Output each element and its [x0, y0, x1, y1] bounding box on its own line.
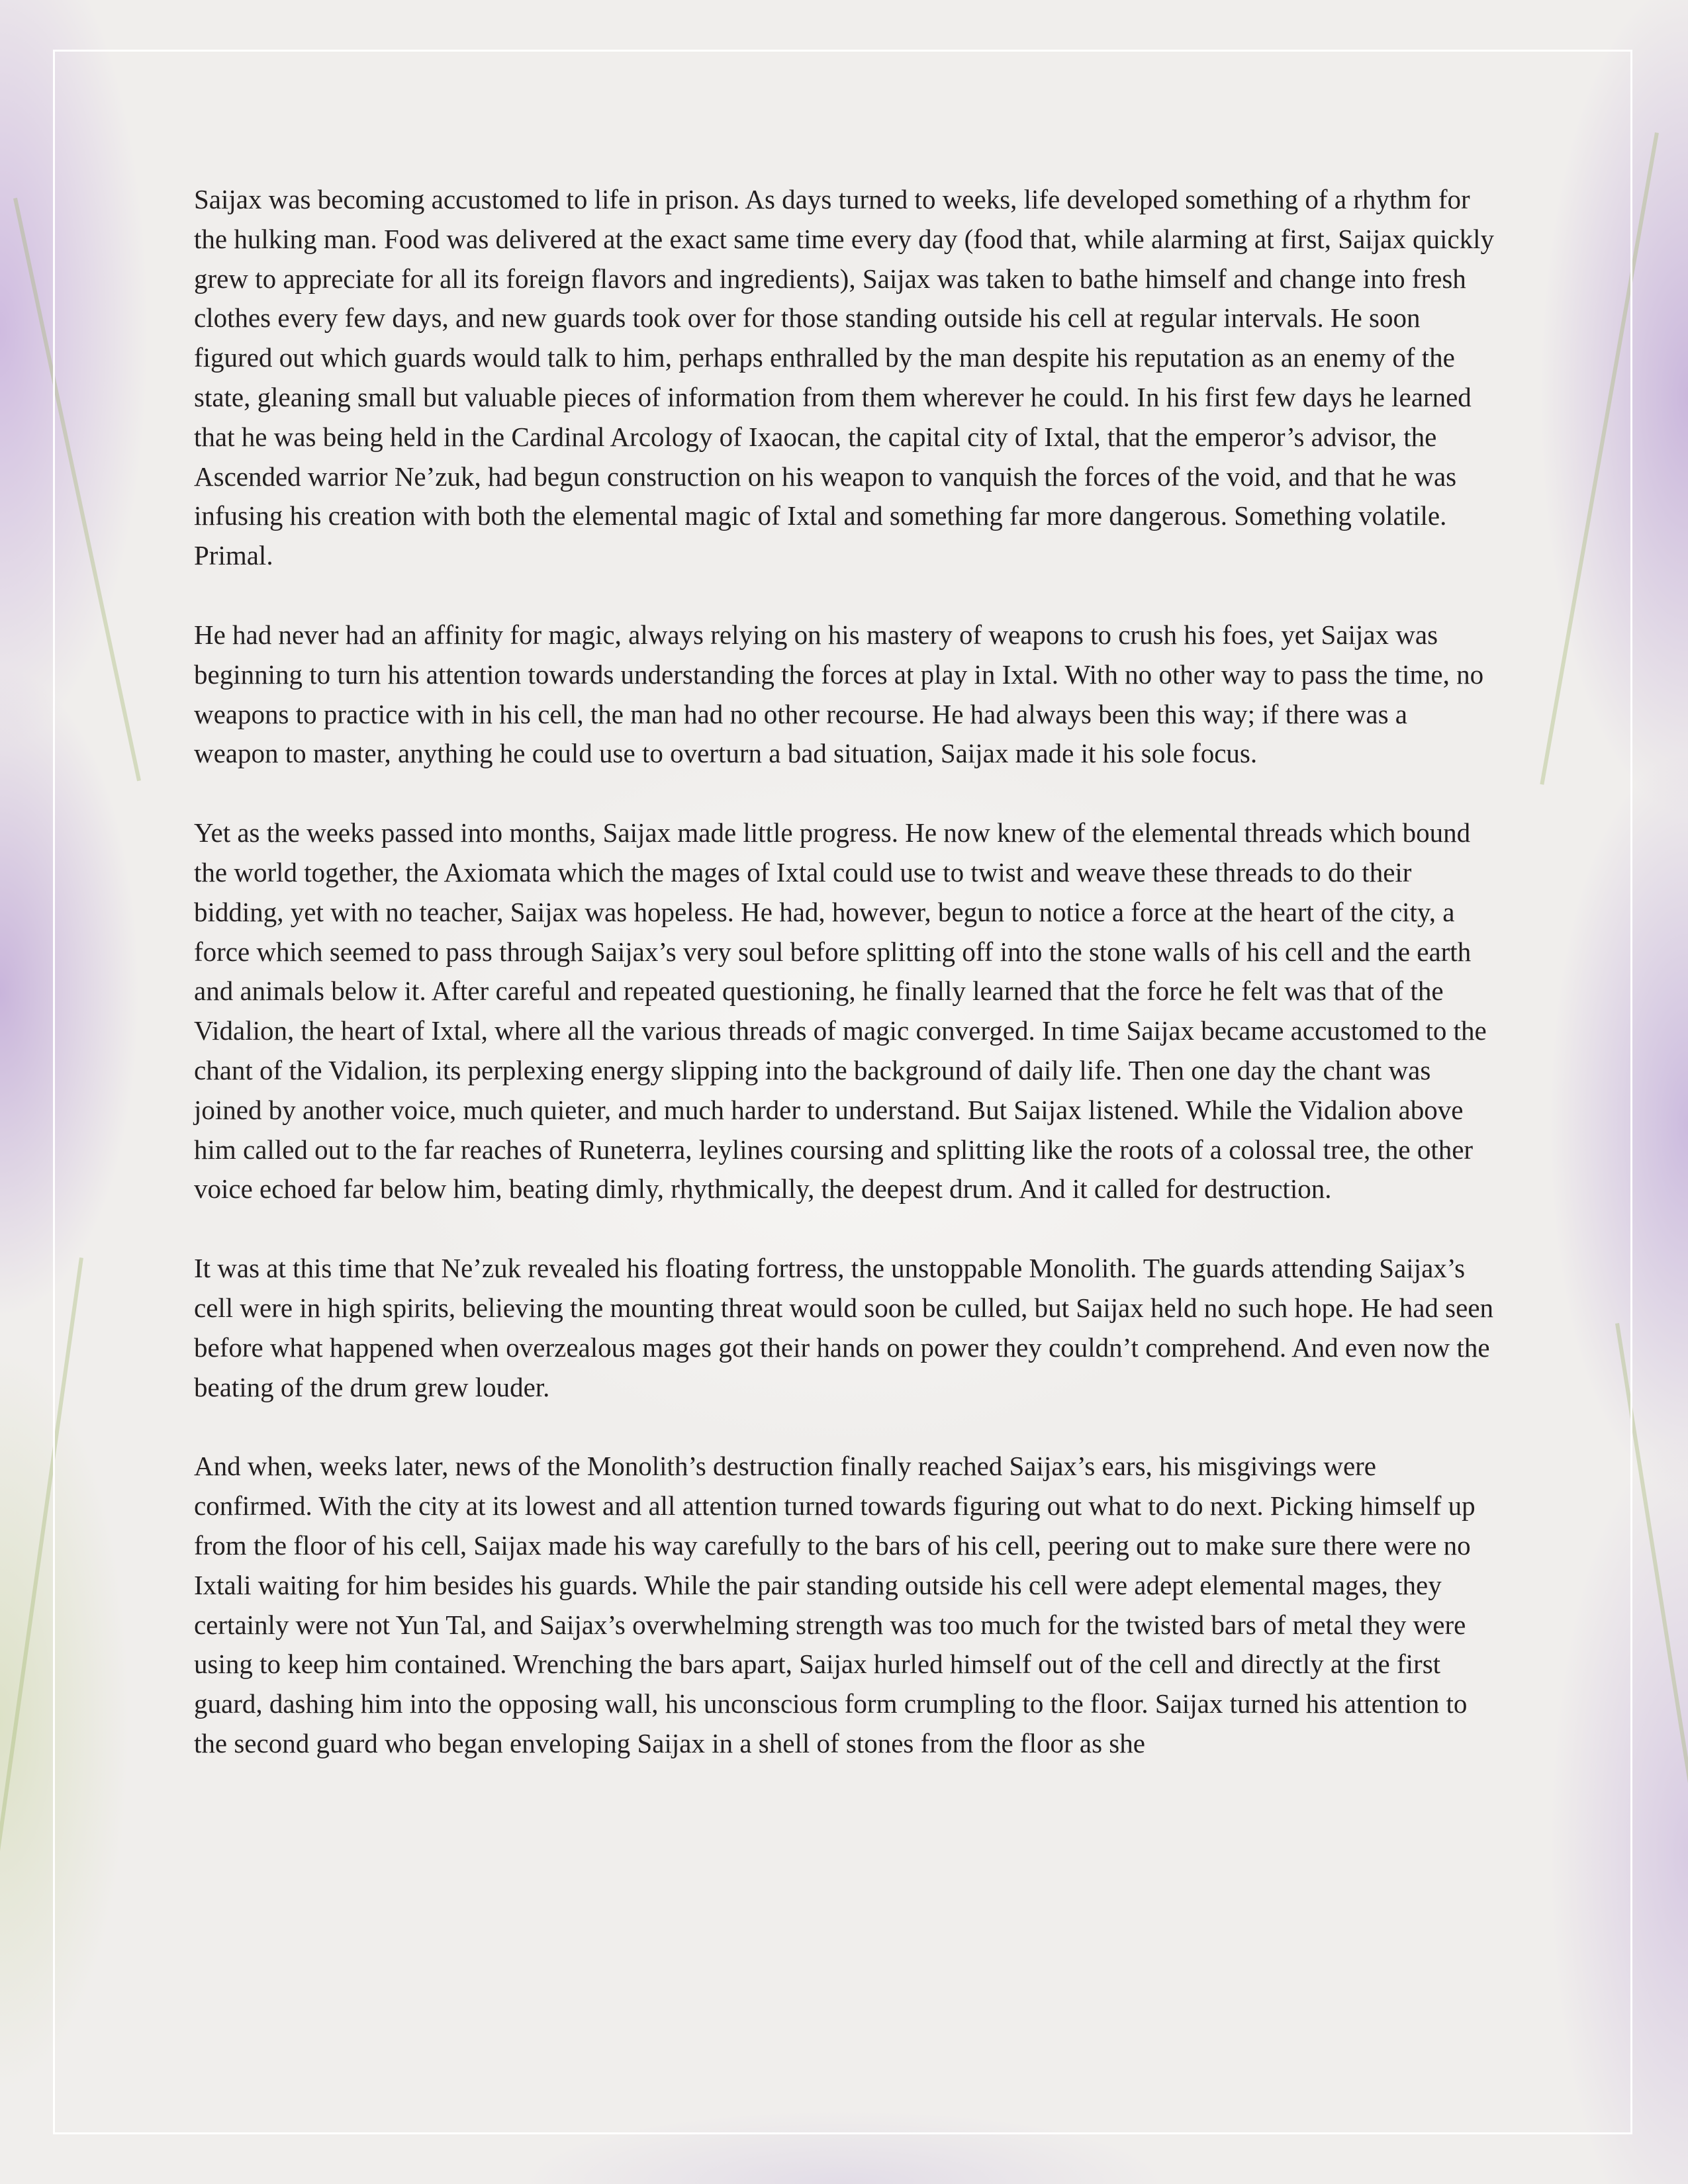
paragraph-4: It was at this time that Ne’zuk revealed his floating fortress, the unstoppable Monolith. The guards attending Saijax’s cell were in high spirits, believing the mounting threat would soon be culled, but Saijax held no such hope. He had seen before what happened when overzealous mages got their hands on power they couldn’t comprehend. And even now the beating of the drum grew louder.	[194, 1253, 1494, 1402]
paragraph-5: And when, weeks later, news of the Monolith’s destruction finally reached Saijax’s ears, his misgivings were confirmed. With the city at its lowest and all attention turned towards figuring out what to do next. Picking himself up from the floor of his cell, Saijax made his way carefully to the bars of his cell, peering out to make sure there were no Ixtali waiting for him besides his guards. While the pair standing outside his cell were adept elemental mages, they certainly were not Yun Tal, and Saijax’s overwhelming strength was too much for the twisted bars of metal they were using to keep him contained. Wrenching the bars apart, Saijax hurled himself out of the cell and directly at the first guard, dashing him into the opposing wall, his unconscious form crumpling to the floor. Saijax turned his attention to the second guard who began enveloping Saijax in a shell of stones from the floor as she	[194, 1451, 1476, 1758]
document-body	[194, 180, 1498, 1803]
paragraph-2: He had never had an affinity for magic, always relying on his mastery of weapons to crush his foes, yet Saijax was beginning to turn his attention towards understanding the forces at play in Ixtal. With no other way to pass the time, no weapons to practice with in his cell, the man had no other recourse. He had always been this way; if there was a weapon to master, anything he could use to overturn a bad situation, Saijax made it his sole focus.	[194, 619, 1484, 769]
paragraph-3: Yet as the weeks passed into months, Saijax made little progress. He now knew of the elemental threads which bound the world together, the Axiomata which the mages of Ixtal could use to twist and weave these threads to do their bidding, yet with no teacher, Saijax was hopeless. He had, however, begun to notice a force at the heart of the city, a force which seemed to pass through Saijax’s very soul before splitting off into the stone walls of his cell and the earth and animals below it. After careful and repeated questioning, he finally learned that the force he felt was that of the Vidalion, the heart of Ixtal, where all the various threads of magic converged. In time Saijax became accustomed to the chant of the Vidalion, its perplexing energy slipping into the background of daily life. Then one day the chant was joined by another voice, much quieter, and much harder to understand. But Saijax listened. While the Vidalion above him called out to the far reaches of Runeterra, leylines coursing and splitting like the roots of a colossal tree, the other voice echoed far below him, beating dimly, rhythmically, the deepest drum. And it called for destruction.	[194, 817, 1487, 1205]
paragraph-1: Saijax was becoming accustomed to life in prison. As days turned to weeks, life developed something of a rhythm for the hulking man. Food was delivered at the exact same time every day (food that, while alarming at first, Saijax quickly grew to appreciate for all its foreign flavors and ingredients), Saijax was taken to bathe himself and change into fresh clothes every few days, and new guards took over for those standing outside his cell at regular intervals. He soon figured out which guards would talk to him, perhaps enthralled by the man despite his reputation as an enemy of the state, gleaning small but valuable pieces of information from them wherever he could. In his first few days he learned that he was being held in the Cardinal Arcology of Ixaocan, the capital city of Ixtal, that the emperor’s advisor, the Ascended warrior Ne’zuk, had begun construction on his weapon to vanquish the forces of the void, and that he was infusing his creation with both the elemental magic of Ixtal and something far more dangerous. Something volatile. Primal.	[194, 184, 1495, 571]
